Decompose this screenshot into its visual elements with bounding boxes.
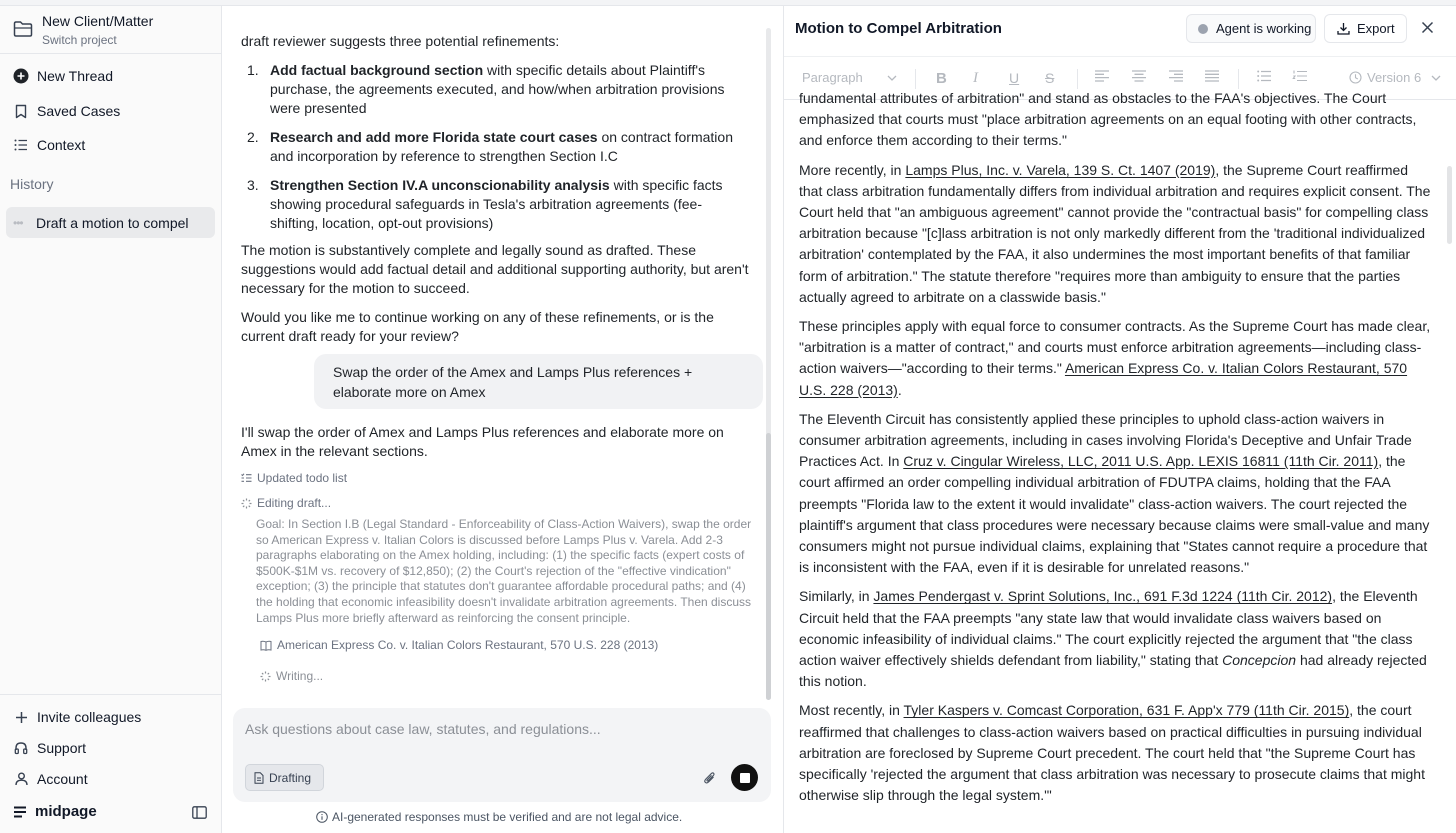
suggestion-title: Research and add more Florida state court cases (270, 129, 598, 145)
document-paragraph (799, 586, 1431, 692)
case-link[interactable]: Cruz v. Cingular Wireless, LLC, 2011 U.S. App. LEXIS 16811 (11th Cir. 2011) (903, 453, 1379, 470)
toolbar-divider (1238, 69, 1239, 89)
book-icon (260, 640, 272, 651)
edit-goal-text: Goal: In Section I.B (Legal Standard - Enforceability of Class-Action Waivers), swap the order so American Express v. Italian Colors is discussed before Lamps Plus v. Varela. Add 2-3 paragraphs elaborating on the Amex holding, including: (1) the specific facts (expert costs of $500K-$1M vs. recovery of $12,850); (2) the Court's rejection of the "effective vindication" exception; (3) the principle that statutes don't guarantee affordable procedural paths; and (4) the holding that economic infeasibility doesn't invalidate arbitration agreements. Then discuss Lamps Plus more briefly afterward as reinforcing the consent principle. (256, 517, 752, 625)
document-icon (254, 772, 264, 784)
paragraph-text: , the court affirmed an order compelling individual arbitration of FDUTPA claims, holding that the FAA preempts "Florida law to the extent it would invalidate" class-action waivers. The court rejected the plaintiff's argument that class procedures were necessary because claims were small-value and many consumers might not pursue individual claims, explaining that "States cannot require a procedure that is inconsistent with the FAA, even if it is desirable for unrelated reasons." (799, 453, 1430, 576)
chevron-down-icon (887, 75, 897, 81)
menu-icon (14, 806, 26, 818)
document-paragraph (799, 316, 1431, 401)
paragraph-text: These principles apply with equal force to consumer contracts. As the Supreme Court has made clear, "arbitration is a matter of contract," and courts must enforce arbitration agreements—including class-action waivers—"according to their terms." (799, 318, 1431, 377)
suggestion-text: on contract formation and incorporation by reference to strengthen Section I.C (270, 129, 733, 164)
brand-logo (14, 803, 97, 820)
plus-circle-icon (13, 68, 29, 84)
document-editor[interactable] (799, 90, 1431, 833)
agent-status-badge (1186, 14, 1316, 43)
support-label: Support (37, 740, 87, 756)
export-button[interactable] (1324, 14, 1407, 43)
case-link[interactable]: James Pendergast v. Sprint Solutions, Inc., 691 F.3d 1224 (11th Cir. 2012) (873, 588, 1333, 605)
writing-status (260, 669, 323, 683)
document-paragraph (799, 160, 1431, 308)
saved-cases-label: Saved Cases (37, 103, 121, 119)
new-thread-label: New Thread (37, 68, 114, 84)
assistant-reply: I'll swap the order of Amex and Lamps Plus references and elaborate more on Amex in the relevant sections. (241, 424, 724, 459)
paragraph-style-value: Paragraph (802, 70, 863, 85)
underline-icon[interactable]: U (1009, 70, 1020, 86)
writing-label: Writing... (276, 669, 324, 683)
checklist-icon (241, 473, 253, 483)
align-justify-icon[interactable] (1205, 70, 1219, 82)
assistant-paragraph: The motion is substantively complete and legally sound as drafted. These suggestions would add factual detail and additional supporting authority, but aren't necessary for the motion to succeed. (241, 242, 749, 296)
export-label: Export (1357, 21, 1395, 36)
invite-colleagues-button[interactable] (6, 702, 215, 732)
document-panel (783, 6, 1456, 833)
document-paragraph (799, 409, 1431, 579)
close-icon[interactable] (1421, 21, 1434, 39)
italic-icon[interactable]: I (973, 70, 978, 86)
strikethrough-icon[interactable]: S (1045, 70, 1055, 86)
message-input[interactable]: Ask questions about case law, statutes, and regulations... (245, 721, 601, 737)
drafting-label: Drafting (269, 770, 312, 785)
assistant-question: Would you like me to continue working on any of these refinements, or is the current draft ready for your review? (241, 309, 714, 344)
paragraph-text: Most recently, in (799, 702, 904, 719)
chat-scrollbar[interactable] (766, 28, 771, 700)
paragraph-text: The Eleventh Circuit has consistently applied these principles to uphold class-action waivers in consumer arbitration agreements, including in cases involving Florida's Deceptive and Unfair Trade Practices Act. In (799, 410, 1412, 470)
paragraph-text: , the Eleventh Circuit held that the FAA preempts "any state law that would invalidate class waivers based on economic infeasibility of individual claims." The court explicitly rejected the argument that "the class action waiver effectively shields defendant from liability," stating that (799, 588, 1418, 669)
drafting-mode-button[interactable] (245, 764, 324, 791)
user-message: Swap the order of the Amex and Lamps Plus references + elaborate more on Amex (314, 354, 763, 409)
case-link[interactable]: Tyler Kaspers v. Comcast Corporation, 631 F. App'x 779 (11th Cir. 2015) (903, 702, 1350, 719)
suggestion-title: Strengthen Section IV.A unconscionability analysis (270, 177, 610, 193)
bookmark-icon (13, 103, 29, 119)
chevron-down-icon (1431, 75, 1441, 81)
case-link[interactable]: American Express Co. v. Italian Colors Restaurant, 570 U.S. 228 (2013) (799, 360, 1408, 398)
project-subtitle: Switch project (42, 33, 117, 47)
brand-name: midpage (35, 803, 97, 820)
download-icon (1337, 22, 1350, 35)
account-button[interactable] (6, 764, 215, 794)
history-item-label: Draft a motion to compel (36, 214, 189, 231)
ai-disclaimer (316, 810, 682, 824)
paragraph-text: fundamental attributes of arbitration" and stand as obstacles to the FAA's objectives. The Court emphasized that courts must "place arbitration agreements on an equal footing with other contracts, and enforce them according to their terms." (799, 90, 1417, 149)
loading-dots-icon: ••• (13, 215, 23, 230)
sidebar-toggle-icon[interactable] (192, 806, 207, 824)
user-icon (13, 771, 29, 787)
account-label: Account (37, 771, 88, 787)
paragraph-style-select[interactable] (802, 70, 897, 85)
citation-chip[interactable] (260, 638, 658, 652)
paragraph-text: More recently, in (799, 161, 906, 178)
chat-panel (222, 6, 783, 833)
stop-generation-button[interactable] (731, 764, 758, 791)
spinner-icon (260, 671, 271, 682)
project-name: New Client/Matter (42, 13, 154, 29)
saved-cases-button[interactable] (6, 96, 215, 126)
new-thread-button[interactable] (6, 61, 215, 91)
spinner-icon (241, 498, 253, 509)
suggestion-number: 2. (247, 129, 259, 145)
paragraph-text: Similarly, in (799, 588, 874, 605)
support-button[interactable] (6, 733, 215, 763)
status-dot-icon (1198, 24, 1208, 34)
suggestion-text: with specific details about Plaintiff's purchase, the agreements executed, and how/when arbitration provisions were presented (270, 62, 725, 116)
version-select[interactable] (1349, 70, 1441, 85)
suggestion-title: Add factual background section (270, 62, 484, 78)
list-icon (13, 137, 29, 153)
invite-colleagues-label: Invite colleagues (37, 709, 142, 725)
align-left-icon[interactable] (1095, 70, 1109, 82)
plus-icon (13, 709, 29, 725)
suggestion-text: with specific facts showing procedural safeguards in Tesla's arbitration agreements (fee-shifting, location, opt-out provisions) (270, 177, 723, 231)
chat-scrollbar-thumb[interactable] (766, 433, 771, 700)
sidebar-footer (0, 694, 221, 833)
folder-icon (13, 20, 33, 43)
align-right-icon[interactable] (1169, 70, 1183, 82)
chat-intro: draft reviewer suggests three potential refinements: (241, 33, 560, 49)
paragraph-text: , the court reaffirmed that challenges to class-action waivers based on practical difficulties in pursuing individual arbitration are foreclosed by Supreme Court precedent. The court held that "the Supreme Court has specifically 'rejected the argument that class arbitration was necessary to prosecute claims that might otherwise slip through the legal system.'" (799, 702, 1425, 804)
todo-step (241, 471, 347, 485)
editing-step-label: Editing draft... (257, 496, 332, 510)
editing-step (241, 496, 331, 510)
context-label: Context (37, 137, 86, 153)
citation-label: American Express Co. v. Italian Colors Restaurant, 570 U.S. 228 (2013) (277, 638, 659, 652)
suggestion-number: 3. (247, 177, 259, 193)
toolbar-divider (1077, 69, 1078, 89)
toolbar-divider (915, 69, 916, 89)
agent-status-label: Agent is working (1216, 21, 1312, 36)
stop-icon (740, 773, 750, 783)
document-scrollbar[interactable] (1447, 166, 1452, 244)
context-button[interactable] (6, 130, 215, 160)
version-value: Version 6 (1367, 70, 1422, 85)
bullet-list-icon[interactable] (1257, 70, 1271, 82)
headphones-icon (13, 740, 29, 756)
paperclip-icon[interactable] (703, 770, 716, 790)
project-switcher[interactable] (0, 6, 221, 54)
align-center-icon[interactable] (1132, 70, 1146, 82)
history-item[interactable] (6, 207, 215, 238)
message-composer[interactable] (233, 708, 771, 802)
sidebar (0, 6, 222, 833)
case-name-italic: Concepcion (1222, 652, 1297, 669)
document-paragraph (799, 700, 1431, 806)
document-paragraph (799, 88, 1431, 152)
document-title: Motion to Compel Arbitration (795, 20, 1002, 37)
paragraph-text: had already rejected this notion. (799, 652, 1427, 690)
info-icon (316, 811, 328, 823)
case-link[interactable]: Lamps Plus, Inc. v. Varela, 139 S. Ct. 1407 (2019) (905, 161, 1216, 178)
disclaimer-text: AI-generated responses must be verified and are not legal advice. (332, 810, 683, 824)
todo-step-label: Updated todo list (257, 471, 348, 485)
suggestion-number: 1. (247, 62, 259, 78)
bold-icon[interactable]: B (936, 70, 947, 87)
numbered-list-icon[interactable] (1293, 70, 1307, 82)
history-heading: History (10, 176, 54, 192)
paragraph-text: , the Supreme Court reaffirmed that class arbitration fundamentally differs from individual arbitration and requires explicit consent. The Court held that "an ambiguous agreement" cannot provide the "contractual basis" for compelling class arbitration because "[c]lass arbitration is not only markedly different from the 'traditional individualized arbitration' contemplated by the FAA, it also undermines the most important benefits of that familiar form of arbitration." The statute therefore "requires more than ambiguity to ensure that the parties actually agreed to arbitrate on a classwide basis." (799, 161, 1431, 305)
paragraph-text: . (897, 381, 902, 398)
history-clock-icon (1349, 71, 1362, 84)
